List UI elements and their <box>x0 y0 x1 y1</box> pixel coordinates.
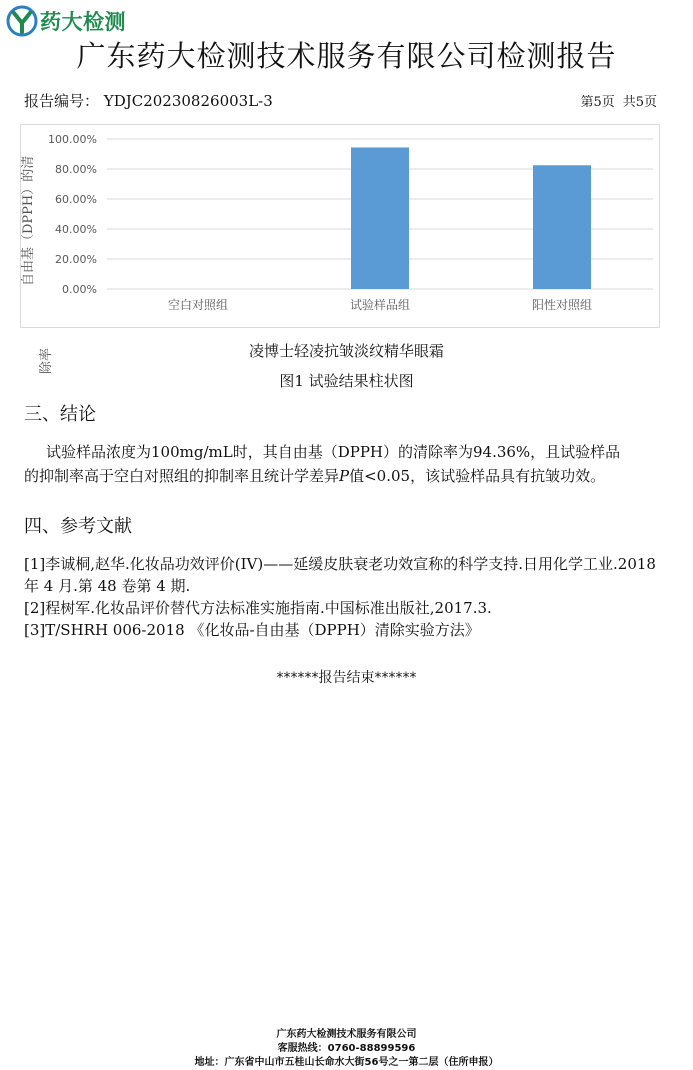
references-heading: 四、参考文献 <box>24 516 132 537</box>
y-axis-label-line1: 自由基（DPPH）的清 <box>21 155 36 286</box>
x-tick-label: 阳性对照组 <box>531 298 593 312</box>
company-logo <box>6 4 126 38</box>
reference-2: [2]程树军.化妆品评价替代方法标准实施指南.中国标准出版社,2017.3. <box>24 599 492 617</box>
conclusion-line-1: 试验样品浓度为100mg/mL时，其自由基（DPPH）的清除率为94.36%，且试验样品 <box>46 443 621 461</box>
footer-company: 广东药大检测技术服务有限公司 <box>276 1029 417 1040</box>
page-title: 广东药大检测技术服务有限公司检测报告 <box>76 39 617 73</box>
x-tick-label: 空白对照组 <box>167 298 229 312</box>
footer-address: 地址：广东省中山市五桂山长命水大街56号之一第二层（住所申报） <box>194 1057 499 1068</box>
report-end-mark: ******报告结束****** <box>276 670 417 686</box>
bar-chart-frame <box>20 124 660 328</box>
p-value-symbol: P <box>339 467 350 485</box>
bar <box>533 165 591 289</box>
conclusion-line-2 <box>24 464 664 488</box>
reference-3: [3]T/SHRH 006-2018 《化妆品-自由基（DPPH）清除实验方法》 <box>24 621 480 639</box>
conclusion-line-2-end: 值<0.05，该试验样品具有抗皱功效。 <box>349 467 606 485</box>
chart-y-axis-label <box>14 128 74 374</box>
conclusion-line-2-start: 的抑制率高于空白对照组的抑制率且统计学差异 <box>24 467 340 485</box>
y-axis-label-line2: 除率 <box>39 347 54 374</box>
figure-caption: 图1 试验结果柱状图 <box>279 372 414 390</box>
bar <box>351 147 409 289</box>
conclusion-heading: 三、结论 <box>24 404 96 425</box>
report-number <box>24 90 273 111</box>
reference-1: [1]李诚桐,赵华.化妆品功效评价(IV)——延缓皮肤衰老功效宣称的科学支持.日用化学工业.2018 年 4 月.第 48 卷第 4 期. <box>24 555 656 595</box>
page-total: 共5页 <box>622 95 657 110</box>
report-number-value: YDJC20230826003L-3 <box>103 92 273 110</box>
y-tick-label: 40.00% <box>55 223 97 236</box>
sample-name: 凌博士轻凌抗皱淡纹精华眼霜 <box>248 342 444 360</box>
report-number-label: 报告编号： <box>24 92 100 110</box>
y-tick-label: 80.00% <box>55 163 97 176</box>
y-tick-label: 20.00% <box>55 253 97 266</box>
bar-chart <box>21 125 661 329</box>
footer-hotline: 客服热线：0760-88899596 <box>277 1043 416 1054</box>
page-current: 第5页 <box>580 95 615 110</box>
conclusion-paragraph <box>24 440 664 488</box>
logo-icon <box>6 5 38 37</box>
logo-text: 药大检测 <box>40 10 126 34</box>
y-tick-label: 0.00% <box>62 283 97 296</box>
x-tick-label: 试验样品组 <box>349 298 411 312</box>
y-tick-label: 60.00% <box>55 193 97 206</box>
y-tick-label: 100.00% <box>48 133 97 146</box>
page-info <box>580 91 657 110</box>
